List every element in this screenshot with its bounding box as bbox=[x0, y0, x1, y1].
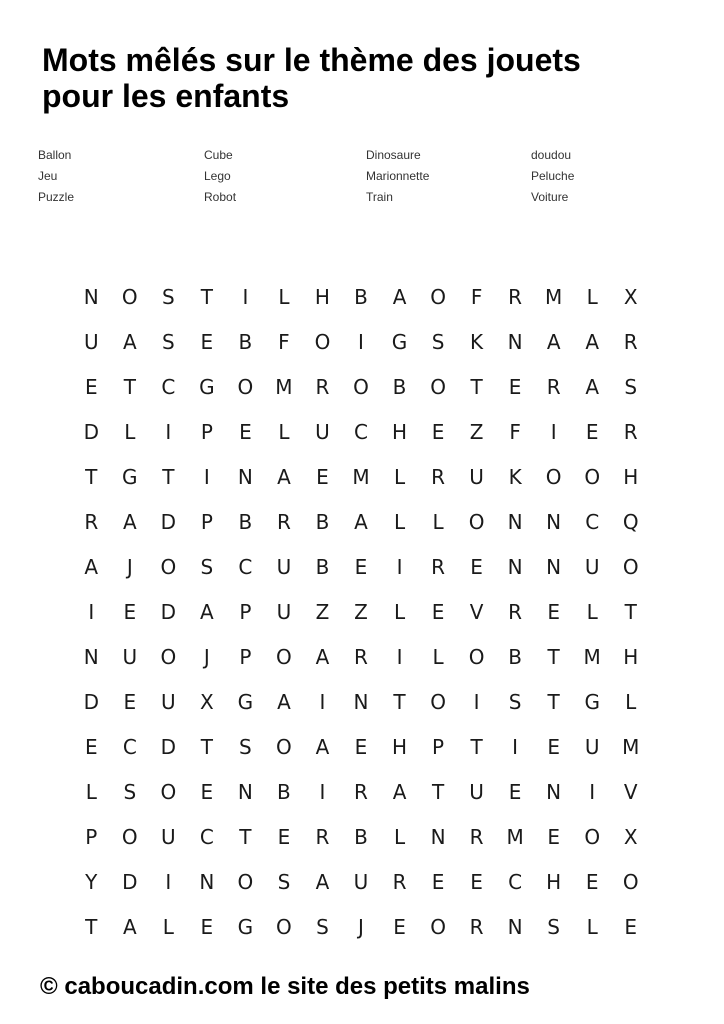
word-list-item: Robot bbox=[204, 190, 237, 204]
copyright-footer: © caboucadin.com le site des petits malins bbox=[40, 973, 530, 1000]
grid-letter: B bbox=[238, 329, 253, 354]
grid-letter: E bbox=[200, 329, 214, 354]
grid-letter: I bbox=[512, 734, 519, 759]
grid-letter: S bbox=[277, 869, 291, 894]
grid-letter: L bbox=[393, 824, 406, 849]
grid-letter: O bbox=[468, 644, 485, 669]
grid-letter: N bbox=[83, 644, 99, 669]
grid-letter: C bbox=[122, 734, 137, 759]
grid-letter: I bbox=[550, 419, 557, 444]
grid-letter: T bbox=[200, 734, 213, 759]
grid-letter: A bbox=[585, 329, 600, 354]
grid-letter: Z bbox=[354, 599, 368, 624]
grid-letter: G bbox=[199, 374, 215, 399]
grid-letter: L bbox=[124, 419, 136, 444]
grid-letter: R bbox=[469, 824, 484, 849]
grid-letter: G bbox=[237, 914, 254, 939]
grid-letter: Z bbox=[315, 599, 330, 624]
grid-letter: A bbox=[122, 914, 137, 939]
grid-letter: M bbox=[506, 824, 524, 849]
grid-letter: P bbox=[239, 599, 252, 624]
grid-letter: R bbox=[354, 644, 368, 669]
grid-letter: O bbox=[353, 374, 369, 399]
grid-letter: T bbox=[239, 824, 252, 849]
grid-letter: E bbox=[84, 734, 98, 759]
grid-letter: O bbox=[584, 464, 601, 489]
grid-letter: S bbox=[624, 374, 638, 399]
grid-letter: F bbox=[509, 419, 521, 444]
grid-letter: T bbox=[393, 689, 406, 714]
grid-letter: D bbox=[122, 869, 138, 894]
word-list-item: Voiture bbox=[531, 190, 569, 204]
grid-letter: P bbox=[239, 644, 252, 669]
grid-letter: Q bbox=[622, 509, 639, 534]
grid-letter: L bbox=[278, 419, 290, 444]
grid-letter: O bbox=[584, 824, 601, 849]
grid-letter: O bbox=[237, 374, 254, 399]
grid-letter: P bbox=[85, 824, 98, 849]
grid-letter: U bbox=[353, 869, 369, 894]
grid-letter: E bbox=[393, 914, 406, 939]
grid-letter: J bbox=[203, 644, 210, 669]
grid-letter: O bbox=[622, 554, 639, 579]
grid-letter: D bbox=[83, 689, 99, 714]
grid-letter: S bbox=[239, 734, 252, 759]
grid-letter: I bbox=[396, 554, 403, 579]
grid-letter: T bbox=[547, 689, 560, 714]
grid-letter: E bbox=[239, 419, 252, 444]
grid-letter: B bbox=[277, 779, 291, 804]
grid-letter: H bbox=[623, 464, 639, 489]
grid-letter: M bbox=[352, 464, 370, 489]
grid-letter: B bbox=[238, 509, 253, 534]
grid-letter: U bbox=[161, 824, 176, 849]
grid-letter: M bbox=[583, 644, 601, 669]
grid-letter: U bbox=[469, 464, 484, 489]
grid-letter: T bbox=[470, 734, 483, 759]
grid-letter: E bbox=[585, 419, 599, 444]
grid-letter: J bbox=[126, 554, 133, 579]
grid-letter: C bbox=[354, 419, 368, 444]
grid-letter: E bbox=[585, 869, 599, 894]
grid-letter: R bbox=[623, 329, 638, 354]
grid-letter: U bbox=[276, 599, 292, 624]
grid-letter: A bbox=[200, 599, 214, 624]
grid-letter: S bbox=[316, 914, 329, 939]
word-list-item: Peluche bbox=[531, 169, 575, 183]
grid-letter: A bbox=[392, 779, 407, 804]
grid-letter: A bbox=[315, 734, 330, 759]
grid-letter: F bbox=[278, 329, 290, 354]
grid-letter: L bbox=[85, 779, 97, 804]
grid-letter: E bbox=[354, 734, 368, 759]
grid-letter: O bbox=[121, 284, 138, 309]
grid-letter: B bbox=[392, 374, 407, 399]
grid-letter: A bbox=[122, 509, 137, 534]
grid-letter: R bbox=[469, 914, 484, 939]
grid-letter: D bbox=[83, 419, 99, 444]
grid-letter: E bbox=[431, 419, 445, 444]
grid-letter: E bbox=[123, 689, 137, 714]
grid-letter: N bbox=[430, 824, 446, 849]
grid-letter: H bbox=[392, 419, 408, 444]
grid-letter: E bbox=[547, 824, 560, 849]
grid-letter: X bbox=[623, 824, 638, 849]
grid-letter: I bbox=[319, 689, 326, 714]
grid-letter: E bbox=[316, 464, 329, 489]
grid-letter: T bbox=[85, 464, 98, 489]
grid-letter: T bbox=[85, 914, 98, 939]
grid-letter: T bbox=[547, 644, 560, 669]
grid-letter: L bbox=[393, 599, 406, 624]
word-list-item: doudou bbox=[531, 148, 572, 162]
grid-letter: E bbox=[624, 914, 638, 939]
grid-letter: B bbox=[315, 509, 330, 534]
grid-letter: V bbox=[623, 779, 638, 804]
title-line-2: pour les enfants bbox=[42, 78, 290, 114]
grid-letter: N bbox=[237, 779, 253, 804]
grid-letter: I bbox=[165, 869, 172, 894]
grid-letter: E bbox=[200, 779, 214, 804]
grid-letter: E bbox=[354, 554, 368, 579]
grid-letter: S bbox=[123, 779, 137, 804]
grid-letter: N bbox=[353, 689, 369, 714]
grid-letter: O bbox=[622, 869, 639, 894]
grid-letter: K bbox=[470, 329, 484, 354]
grid-letter: E bbox=[470, 869, 483, 894]
grid-letter: X bbox=[200, 689, 214, 714]
grid-letter: N bbox=[237, 464, 253, 489]
grid-letter: H bbox=[623, 644, 639, 669]
grid-letter: P bbox=[200, 419, 213, 444]
grid-letter: E bbox=[431, 599, 445, 624]
grid-letter: O bbox=[160, 644, 177, 669]
grid-letter: A bbox=[392, 284, 407, 309]
grid-letter: E bbox=[84, 374, 98, 399]
grid-letter: E bbox=[200, 914, 214, 939]
grid-letter: R bbox=[392, 869, 407, 894]
grid-letter: L bbox=[432, 509, 444, 534]
grid-letter: L bbox=[432, 644, 444, 669]
grid-letter: U bbox=[584, 554, 600, 579]
grid-letter: L bbox=[278, 284, 290, 309]
grid-letter: O bbox=[430, 689, 446, 714]
grid-letter: O bbox=[121, 824, 138, 849]
grid-letter: O bbox=[276, 644, 292, 669]
grid-letter: D bbox=[160, 599, 177, 624]
grid-letter: A bbox=[277, 689, 291, 714]
grid-letter: N bbox=[546, 509, 562, 534]
grid-letter: G bbox=[391, 329, 408, 354]
grid-letter: R bbox=[546, 374, 561, 399]
page-title bbox=[42, 42, 702, 114]
grid-letter: U bbox=[122, 644, 138, 669]
grid-letter: I bbox=[242, 284, 249, 309]
grid-letter: T bbox=[123, 374, 136, 399]
grid-letter: I bbox=[88, 599, 95, 624]
grid-letter: C bbox=[238, 554, 253, 579]
grid-letter: U bbox=[469, 779, 484, 804]
grid-letter: L bbox=[586, 914, 598, 939]
grid-letter: N bbox=[507, 509, 523, 534]
grid-letter: L bbox=[162, 914, 174, 939]
grid-letter: L bbox=[393, 464, 406, 489]
word-list-item: Cube bbox=[204, 148, 233, 162]
grid-letter: E bbox=[508, 374, 522, 399]
grid-letter: M bbox=[622, 734, 640, 759]
word-list-item: Lego bbox=[204, 169, 231, 183]
word-list-item: Dinosaure bbox=[366, 148, 421, 162]
grid-letter: N bbox=[507, 554, 523, 579]
grid-letter: R bbox=[431, 464, 446, 489]
grid-letter: U bbox=[315, 419, 330, 444]
grid-letter: R bbox=[354, 779, 368, 804]
grid-letter: L bbox=[586, 599, 598, 624]
grid-letter: O bbox=[314, 329, 331, 354]
grid-letter: L bbox=[586, 284, 598, 309]
word-list-item: Train bbox=[366, 190, 393, 204]
grid-letter: V bbox=[469, 599, 484, 624]
grid-letter: O bbox=[430, 914, 446, 939]
grid-letter: S bbox=[508, 689, 522, 714]
grid-letter: C bbox=[585, 509, 600, 534]
grid-letter: P bbox=[200, 509, 213, 534]
grid-letter: E bbox=[431, 869, 445, 894]
grid-letter: U bbox=[584, 734, 600, 759]
grid-letter: O bbox=[276, 914, 292, 939]
grid-letter: A bbox=[354, 509, 368, 534]
grid-letter: O bbox=[160, 554, 177, 579]
grid-letter: O bbox=[276, 734, 292, 759]
grid-letter: N bbox=[507, 329, 523, 354]
grid-letter: E bbox=[547, 734, 560, 759]
grid-letter: A bbox=[315, 644, 330, 669]
grid-letter: R bbox=[508, 284, 523, 309]
grid-letter: A bbox=[315, 869, 330, 894]
grid-letter: R bbox=[276, 509, 291, 534]
grid-letter: O bbox=[430, 284, 446, 309]
grid-letter: O bbox=[468, 509, 485, 534]
grid-letter: E bbox=[547, 599, 560, 624]
word-list-item: Puzzle bbox=[38, 190, 75, 204]
grid-letter: J bbox=[358, 914, 364, 939]
grid-letter: S bbox=[431, 329, 445, 354]
grid-letter: E bbox=[470, 554, 483, 579]
grid-letter: B bbox=[354, 284, 368, 309]
grid-letter: C bbox=[199, 824, 214, 849]
grid-letter: S bbox=[161, 284, 175, 309]
grid-letter: E bbox=[277, 824, 291, 849]
grid-letter: Y bbox=[85, 869, 98, 894]
grid-letter: G bbox=[584, 689, 600, 714]
grid-letter: Z bbox=[469, 419, 484, 444]
grid-letter: T bbox=[470, 374, 483, 399]
grid-letter: S bbox=[161, 329, 175, 354]
grid-letter: F bbox=[470, 284, 483, 309]
grid-letter: B bbox=[354, 824, 368, 849]
word-search-grid bbox=[72, 274, 650, 949]
grid-letter: K bbox=[508, 464, 522, 489]
grid-letter: A bbox=[585, 374, 600, 399]
grid-letter: A bbox=[546, 329, 561, 354]
grid-letter: T bbox=[162, 464, 175, 489]
grid-letter: R bbox=[623, 419, 638, 444]
grid-letter: N bbox=[546, 779, 562, 804]
grid-letter: C bbox=[161, 374, 176, 399]
grid-letter: T bbox=[624, 599, 637, 624]
grid-letter: N bbox=[546, 554, 562, 579]
grid-letter: B bbox=[315, 554, 330, 579]
grid-letter: N bbox=[507, 914, 523, 939]
grid-letter: G bbox=[122, 464, 138, 489]
grid-letter: I bbox=[358, 329, 364, 354]
grid-letter: R bbox=[315, 824, 330, 849]
word-list bbox=[38, 145, 688, 208]
grid-letter: R bbox=[84, 509, 99, 534]
grid-letter: I bbox=[319, 779, 326, 804]
word-list-item: Marionnette bbox=[366, 169, 430, 183]
grid-letter: O bbox=[545, 464, 562, 489]
grid-letter: B bbox=[508, 644, 522, 669]
grid-letter: E bbox=[123, 599, 137, 624]
grid-letter: A bbox=[84, 554, 99, 579]
grid-letter: C bbox=[508, 869, 523, 894]
grid-letter: I bbox=[473, 689, 480, 714]
grid-letter: A bbox=[277, 464, 291, 489]
grid-letter: T bbox=[200, 284, 213, 309]
grid-letter: H bbox=[314, 284, 330, 309]
grid-letter: D bbox=[160, 734, 177, 759]
grid-letter: I bbox=[589, 779, 596, 804]
grid-letter: I bbox=[396, 644, 403, 669]
grid-letter: U bbox=[276, 554, 292, 579]
grid-letter: O bbox=[237, 869, 254, 894]
grid-letter: H bbox=[392, 734, 408, 759]
grid-letter: P bbox=[432, 734, 445, 759]
grid-letter: N bbox=[199, 869, 215, 894]
word-list-item: Ballon bbox=[38, 148, 72, 162]
grid-letter: X bbox=[623, 284, 638, 309]
grid-letter: M bbox=[545, 284, 563, 309]
grid-letter: R bbox=[431, 554, 446, 579]
grid-letter: I bbox=[203, 464, 210, 489]
grid-letter: O bbox=[430, 374, 446, 399]
grid-letter: U bbox=[161, 689, 176, 714]
grid-letter: L bbox=[625, 689, 637, 714]
grid-letter: O bbox=[160, 779, 177, 804]
grid-letter: R bbox=[508, 599, 523, 624]
grid-letter: E bbox=[508, 779, 522, 804]
grid-letter: R bbox=[315, 374, 330, 399]
grid-letter: S bbox=[547, 914, 560, 939]
grid-letter: M bbox=[275, 374, 293, 399]
grid-letter: T bbox=[431, 779, 445, 804]
grid-letter: U bbox=[83, 329, 99, 354]
word-list-item: Jeu bbox=[38, 169, 58, 183]
grid-letter: A bbox=[122, 329, 137, 354]
title-line-1: Mots mêlés sur le thème des jouets bbox=[42, 42, 581, 78]
grid-letter: N bbox=[83, 284, 99, 309]
grid-letter: S bbox=[200, 554, 214, 579]
grid-letter: L bbox=[393, 509, 406, 534]
grid-letter: H bbox=[546, 869, 562, 894]
grid-letter: G bbox=[237, 689, 254, 714]
grid-letter: I bbox=[165, 419, 172, 444]
grid-letter: D bbox=[160, 509, 177, 534]
